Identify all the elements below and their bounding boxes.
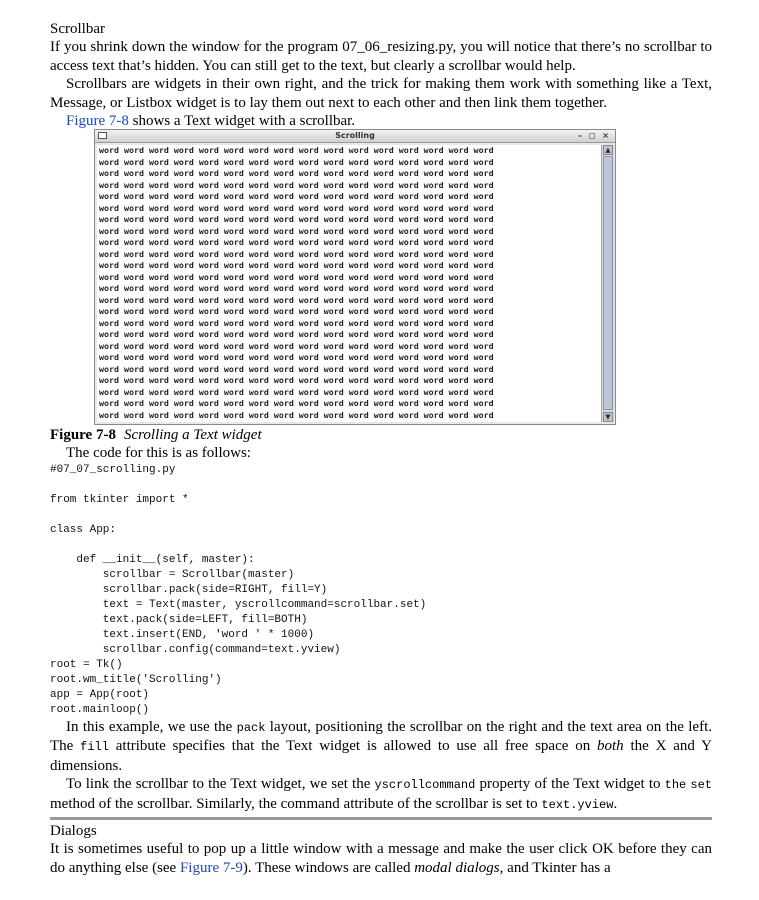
text-widget-line: word word word word word word word word word word word word word word word word — [99, 340, 494, 351]
section-divider — [50, 817, 712, 820]
text-widget-line: word word word word word word word word word word word word word word word word — [99, 248, 494, 259]
text-widget-line: word word word word word word word word word word word word word word word word — [99, 317, 494, 328]
paragraph — [50, 718, 712, 776]
paragraph-text: shows a Text widget with a scrollbar. — [128, 113, 356, 129]
text-widget-line: word word word word word word word word word word word word word word word word — [99, 168, 494, 178]
figure-window-screenshot — [94, 129, 616, 425]
inline-code: yscrollcommand — [374, 778, 476, 792]
emphasis: both — [597, 738, 624, 754]
text-widget-line: word word word word word word word word word word word word word word word word — [99, 283, 494, 293]
content-below-figure — [50, 444, 712, 877]
paragraph-text: , and Tkinter has a — [499, 859, 611, 876]
figure-caption-text: Scrolling a Text widget — [123, 427, 262, 443]
text-widget-line: word word word word word word word word word word word word word word word word — [99, 386, 494, 397]
text-widget-line: word word word word word word word word word word word word word word word word — [99, 237, 494, 247]
paragraph: The code for this is as follows: — [66, 445, 251, 461]
window-titlebar — [95, 130, 615, 143]
text-widget-line: word word word word word word word word word word word word word word word word — [99, 260, 494, 270]
text-widget-line: word word word word word word word word word word word word word word word word — [99, 329, 494, 339]
text-widget-line: word word word word word word word word word word word word word word word word — [99, 398, 494, 408]
figure-caption — [50, 426, 262, 444]
text-widget-line: word word word word word word word word word word word word word word word word — [99, 214, 494, 224]
paragraph-text: It is sometimes useful to pop up a little window with a message and make the user click OK before they can do anything else (see — [50, 841, 712, 876]
figure-link[interactable]: Figure 7-9 — [179, 859, 243, 876]
paragraph — [50, 840, 712, 877]
paragraph: If you shrink down the window for the program 07_06_resizing.py, you will notice that there’s no scrollbar to access text that’s hidden. You can still get to the text, but clearly a scrollbar would help. — [50, 39, 712, 74]
figure-link[interactable]: Figure 7-8 — [66, 113, 129, 129]
text-widget-line: word word word word word word word word word word word word word word word word — [99, 156, 494, 167]
inline-code: text.yview — [541, 797, 614, 812]
section-heading-scrollbar: Scrollbar — [50, 21, 105, 37]
text-widget-line: word word word word word word word word word word word word word word word word — [99, 375, 494, 385]
text-widget-line: word word word word word word word word word word word word word word word word — [99, 409, 494, 420]
scroll-up-arrow-icon: ▲ — [603, 145, 613, 155]
text-widget-line: word word word word word word word word word word word word word word word word — [99, 179, 494, 190]
scrollbar-thumb — [603, 156, 613, 410]
inline-code: set — [690, 778, 712, 792]
paragraph-text: . — [613, 795, 618, 812]
text-widget-line: word word word word word word word word word word word word word word word word — [99, 271, 494, 282]
text-widget-line: word word word word word word word word word word word word word word word word — [99, 191, 494, 201]
paragraph-text: method of the scrollbar. Similarly, the command attribute of the scrollbar is set to — [50, 795, 542, 812]
text-widget-line: word word word word word word word word word word word word word word word word — [99, 352, 494, 362]
text-widget — [97, 145, 601, 422]
paragraph — [50, 775, 712, 814]
text-widget-line: word word word word word word word word word word word word word word word word — [99, 294, 494, 305]
text-widget-line: word word word word word word word word word word word word word word word word — [99, 306, 494, 316]
window-controls: – ◻ × — [578, 131, 611, 140]
paragraph-text: In this example, we use the — [66, 718, 237, 735]
paragraph-text: ). These windows are called — [242, 859, 415, 876]
figure-label: Figure 7-8 — [50, 427, 116, 443]
text-widget-line: word word word word word word word word word word word word word word word word — [99, 145, 494, 155]
text-widget-line: word word word word word word word word word word word word word word word word — [99, 202, 494, 213]
paragraph-text: the X and Y dimensions. — [50, 738, 712, 774]
paragraph-text: layout, positioning the scrollbar on the right and the text area on the left. The — [50, 718, 712, 754]
paragraph: Scrollbars are widgets in their own right, and the trick for making them work with something like a Text, Message, or Listbox widget is to lay them out next to each other and then link them together. — [50, 76, 712, 111]
scrollbar — [601, 145, 614, 422]
inline-code: the — [664, 778, 687, 792]
emphasis: modal dialogs — [414, 859, 500, 876]
section-heading-dialogs: Dialogs — [50, 823, 97, 839]
text-widget-line: word word word word word word word word word word word word word word word word — [99, 225, 494, 236]
scroll-down-arrow-icon: ▼ — [603, 412, 613, 422]
paragraph-text: To link the scrollbar to the Text widget, we set the — [66, 776, 375, 792]
window-title: Scrolling — [335, 131, 375, 140]
text-widget-line: word word word word word word word word word word word word word word word word — [99, 363, 494, 374]
inline-code: pack — [236, 720, 266, 735]
paragraph-text: attribute specifies that the Text widget is allowed to use all free space on — [108, 738, 598, 754]
paragraph-text: property of the Text widget to — [475, 776, 665, 792]
code-listing: #07_07_scrolling.py from tkinter import * class App: def __init__(self, master): scrollbar = Scrollbar(master) scrollbar.pack(side=RIGHT, fill=Y) text = Text(master, yscrollcommand=scrollbar.set) text.pack(side=LEFT, fill=BOTH) text.insert(END, 'word ' * 1000) scrollbar.config(command=text.yview) root = Tk() root.wm_title('Scrolling') app = App(root) root.mainloop() — [50, 463, 427, 716]
page — [50, 0, 712, 131]
paragraph — [50, 112, 712, 131]
inline-code: fill — [80, 740, 109, 754]
